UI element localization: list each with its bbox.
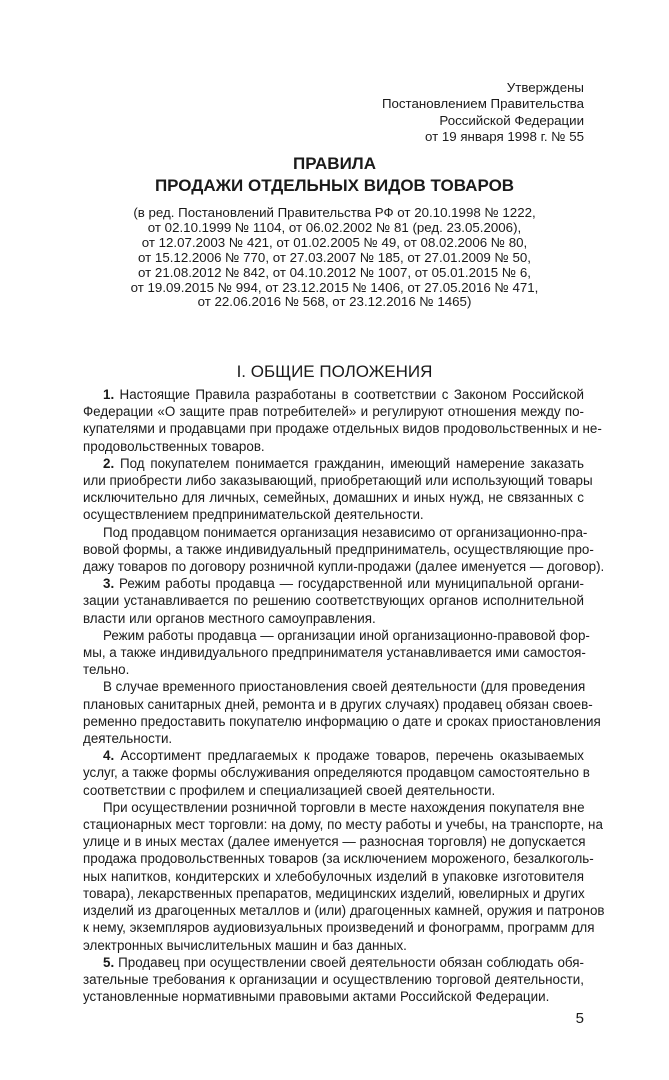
page-number: 5 <box>575 1010 584 1027</box>
text-line <box>83 885 584 902</box>
paragraph <box>83 575 584 627</box>
paragraph <box>83 627 590 679</box>
line-text: осуществлением предпринимательской деятельности. <box>83 507 424 523</box>
text-line <box>83 937 584 954</box>
line-text: изделий из драгоценных металлов и (или) драгоценных камней, оружия и патронов <box>83 903 605 919</box>
clause-number: 5. <box>103 954 115 970</box>
text-line <box>83 971 584 988</box>
line-text: мы, а также индивидуального предпринимателя устанавливается ими самостоя- <box>83 645 586 661</box>
text-line <box>83 489 584 506</box>
paragraph <box>83 524 605 576</box>
clause-number: 4. <box>103 748 115 764</box>
paragraph <box>83 799 605 954</box>
text-line <box>83 988 584 1005</box>
line-text: В случае временного приостановления своей деятельности (для проведения <box>103 679 586 695</box>
text-line <box>83 472 593 489</box>
text-line <box>83 610 584 627</box>
line-text: продовольственных товаров. <box>83 438 265 454</box>
text-line <box>83 541 594 558</box>
line-text: электронных вычислительных машин и баз данных. <box>83 937 407 953</box>
line-text: плановых санитарных дней, ремонта и в других случаях) продавец обязан своев- <box>83 696 593 712</box>
approval-line: Утверждены <box>506 80 584 95</box>
line-text: зации устанавливается по решению соответствующих органов исполнительной <box>83 593 584 609</box>
document-body <box>83 386 605 1005</box>
amendment-line: от 02.10.1999 № 1104, от 06.02.2002 № 81 (ред. 23.05.2006), <box>147 219 522 235</box>
text-line <box>83 816 603 833</box>
text-line <box>83 386 584 403</box>
line-text: ных напитков, кондитерских и хлебобулочных изделий в упаковке изготовителя <box>83 868 584 884</box>
title-line: ПРАВИЛА <box>292 154 377 173</box>
document-title <box>0 153 669 197</box>
line-text: Под покупателем понимается гражданин, имеющий намерение заказать <box>119 455 584 471</box>
text-line <box>83 524 588 541</box>
text-line <box>83 954 584 971</box>
text-line <box>83 868 584 885</box>
line-text: власти или органов местного самоуправления. <box>83 610 376 626</box>
amendment-line: от 22.06.2016 № 568, от 23.12.2016 № 1465) <box>197 294 472 310</box>
text-line <box>83 627 590 644</box>
line-text: Федерации «О защите прав потребителей» и регулируют отношения между по- <box>83 404 584 420</box>
line-text: Режим работы продавца — организации иной организационно-правовой фор- <box>103 627 590 643</box>
paragraph <box>83 386 602 455</box>
text-line <box>83 592 584 609</box>
line-text: Настоящие Правила разработаны в соответствии с Законом Российской <box>119 387 584 402</box>
text-line <box>83 713 601 730</box>
amendment-line: от 15.12.2006 № 770, от 27.03.2007 № 185, от 27.01.2009 № 50, <box>138 249 531 265</box>
line-text: ременно предоставить покупателю информацию о дате и сроках приостановления <box>83 713 601 729</box>
amendment-line: от 12.07.2003 № 421, от 01.02.2005 № 49, от 08.02.2006 № 80, <box>141 234 528 250</box>
text-line <box>83 833 584 850</box>
approval-line: от 19 января 1998 г. № 55 <box>424 128 584 144</box>
line-text: соответствии с профилем и специализацией своей деятельности. <box>83 782 496 798</box>
line-text: дажу товаров по договору розничной купли-продажи (далее именуется — договор). <box>83 559 605 575</box>
line-text: установленные нормативными правовыми актами Российской Федерации. <box>83 989 550 1005</box>
line-text: купателями и продавцами при продаже отдельных видов продовольственных и не- <box>83 421 602 437</box>
line-text: услуг, а также формы обслуживания определяются продавцом самостоятельно в <box>83 765 590 781</box>
text-line <box>83 799 584 816</box>
line-text: зательные требования к организации и осуществлению торговой деятельности, <box>83 971 584 987</box>
line-text: При осуществлении розничной торговли в месте нахождения покупателя вне <box>103 799 585 815</box>
line-text: улице и в иных местах (далее именуется — разносная торговля) не допускается <box>83 834 586 850</box>
text-line <box>83 403 584 420</box>
section-heading: I. ОБЩИЕ ПОЛОЖЕНИЯ <box>236 362 433 381</box>
line-text: исключительно для личных, семейных, домашних и иных нужд, не связанных с <box>83 490 584 506</box>
text-line <box>83 902 605 919</box>
line-text: или приобрести либо заказывающий, приобретающий или использующий товары <box>83 473 593 489</box>
text-line <box>83 661 584 678</box>
paragraph <box>83 954 584 1006</box>
amendment-line: (в ред. Постановлений Правительства РФ от 20.10.1998 № 1222, <box>133 205 536 220</box>
text-line <box>83 850 594 867</box>
approval-line: Российской Федерации <box>439 112 584 128</box>
text-line <box>83 438 584 455</box>
line-text: Под продавцом понимается организация независимо от организационно-пра- <box>103 524 588 540</box>
text-line <box>83 506 584 523</box>
line-text: тельно. <box>83 662 130 678</box>
line-text: продажа продовольственных товаров (за исключением мороженого, безалкоголь- <box>83 851 594 867</box>
line-text: Продавец при осуществлении своей деятельности обязан соблюдать обя- <box>118 954 584 970</box>
line-text: к нему, экземпляров аудиовизуальных произведений и фонограмм, программ для <box>83 920 595 936</box>
amendments-block <box>0 206 669 310</box>
text-line <box>83 919 595 936</box>
approval-line: Постановлением Правительства <box>381 96 584 112</box>
text-line <box>83 575 584 592</box>
text-line <box>83 747 584 764</box>
text-line <box>83 764 590 781</box>
line-text: деятельности. <box>83 731 173 747</box>
paragraph <box>83 455 593 524</box>
text-line <box>83 782 584 799</box>
clause-number: 2. <box>103 455 115 471</box>
line-text: стационарных мест торговли: на дому, по месту работы и учебы, на транспорте, на <box>83 817 603 833</box>
text-line <box>83 455 584 472</box>
text-line <box>83 558 605 575</box>
line-text: Ассортимент предлагаемых к продаже товаров, перечень оказываемых <box>120 748 584 764</box>
text-line <box>83 678 584 695</box>
text-line <box>83 420 602 437</box>
clause-number: 3. <box>103 576 115 592</box>
paragraph <box>83 747 590 799</box>
line-text: Режим работы продавца — государственной или муниципальной органи- <box>119 576 584 592</box>
clause-number: 1. <box>103 387 115 402</box>
title-line: ПРОДАЖИ ОТДЕЛЬНЫХ ВИДОВ ТОВАРОВ <box>154 176 515 195</box>
amendment-line: от 19.09.2015 № 994, от 23.12.2015 № 1406, от 27.05.2016 № 471, <box>130 279 539 295</box>
text-line <box>83 730 584 747</box>
approval-block <box>382 80 584 145</box>
amendment-line: от 21.08.2012 № 842, от 04.10.2012 № 1007, от 05.01.2015 № 6, <box>138 264 531 280</box>
line-text: товара), лекарственных препаратов, медицинских изделий, ювелирных и других <box>83 885 585 901</box>
text-line <box>83 696 593 713</box>
line-text: вовой формы, а также индивидуальный предприниматель, осуществляющие про- <box>83 541 594 557</box>
paragraph <box>83 678 601 747</box>
text-line <box>83 644 584 661</box>
